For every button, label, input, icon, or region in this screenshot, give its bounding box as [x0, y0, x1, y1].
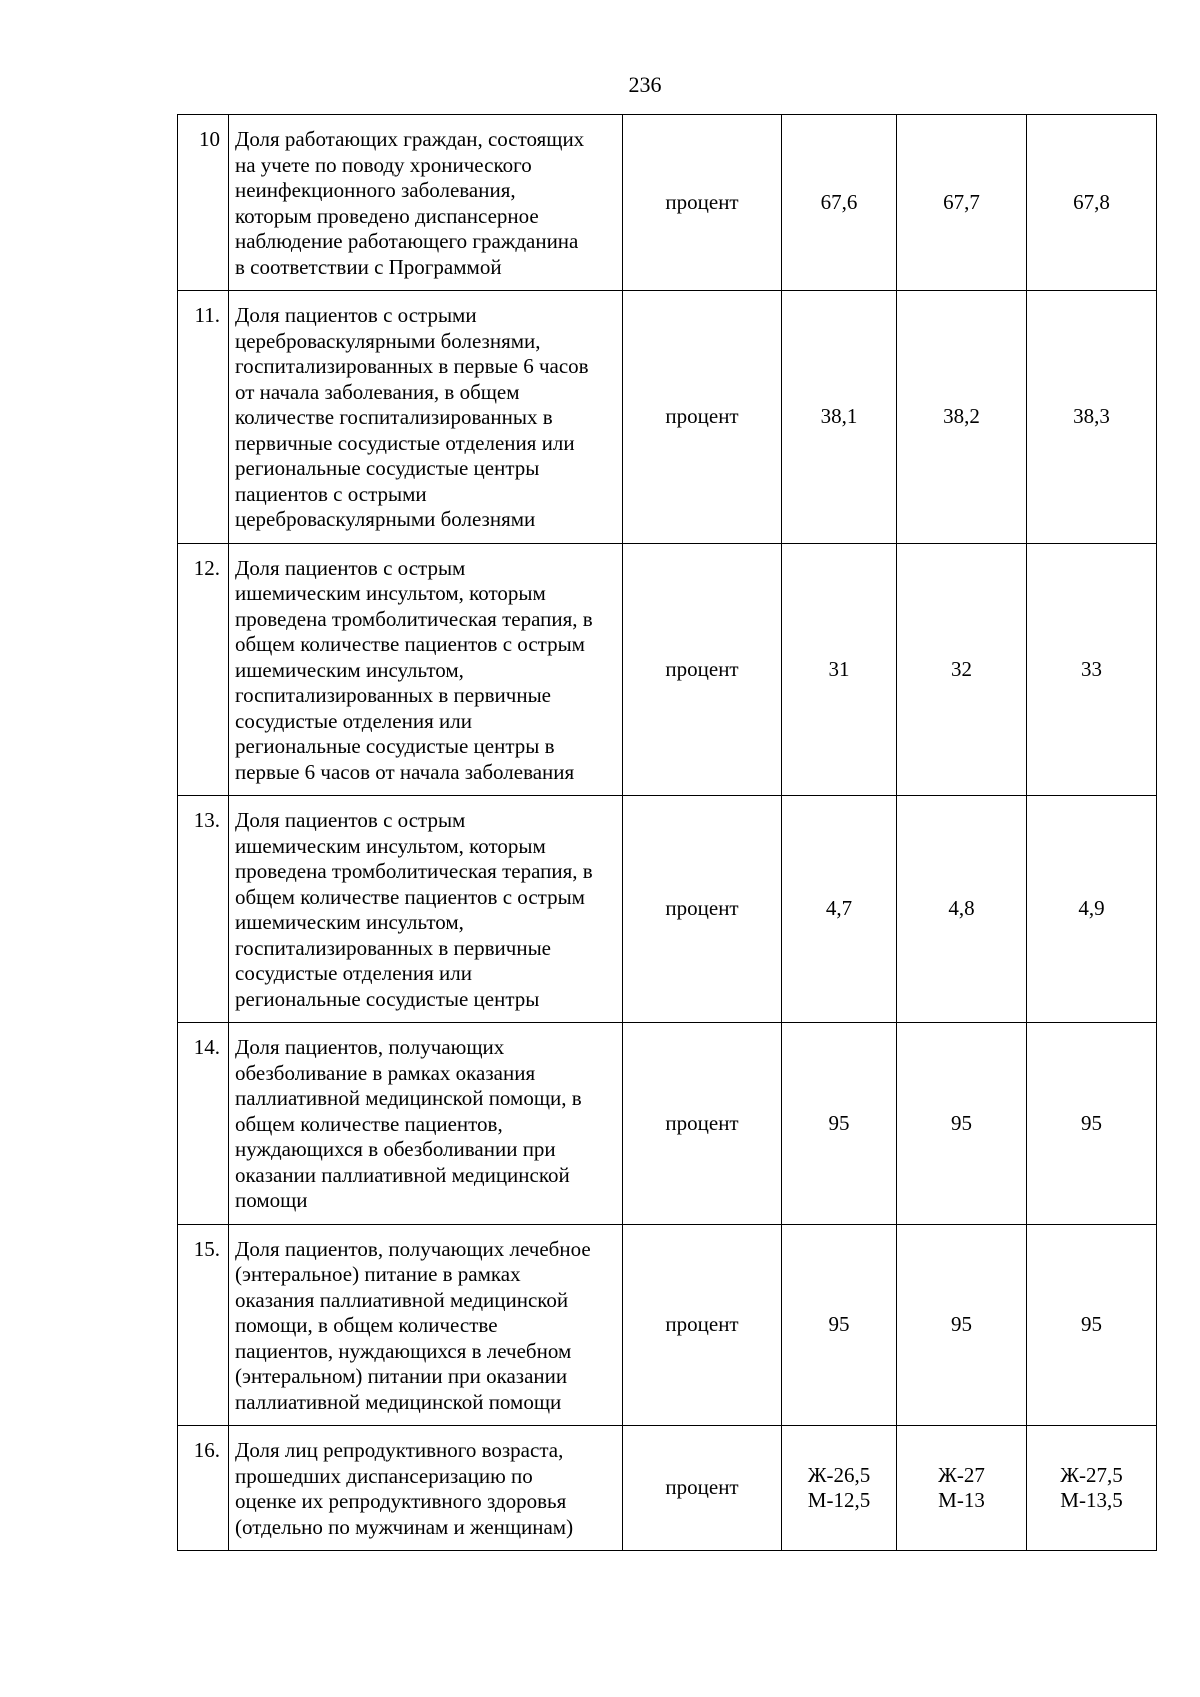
- description-line: проведена тромболитическая терапия, в: [235, 859, 593, 883]
- row-number: 16.: [178, 1426, 229, 1551]
- unit-cell: процент: [623, 1023, 782, 1225]
- value-cell-3: [1027, 291, 1157, 544]
- indicator-description: [229, 1224, 623, 1426]
- value-line: 67,8: [1073, 189, 1110, 214]
- unit-cell: процент: [623, 543, 782, 796]
- description-line: количестве госпитализированных в: [235, 405, 553, 429]
- description-line: обезболивание в рамках оказания: [235, 1060, 536, 1085]
- description-line: помощи, в общем количестве: [235, 1313, 498, 1337]
- description-line: в соответствии с Программой: [235, 254, 502, 279]
- unit-cell: процент: [623, 1426, 782, 1551]
- value-line: 32: [951, 656, 972, 681]
- description-line: первые 6 часов от начала заболевания: [235, 759, 575, 784]
- description-line: неинфекционного заболевания,: [235, 178, 516, 202]
- description-line: оценке их репродуктивного здоровья: [235, 1489, 567, 1513]
- description-line: ишемическим инсультом, которым: [235, 833, 546, 858]
- value-line: 95: [828, 1312, 850, 1336]
- table-row: [178, 291, 1157, 544]
- value-line: 67,6: [820, 189, 858, 214]
- value-cell-1: [782, 291, 897, 544]
- indicator-description: [229, 115, 623, 291]
- description-line: помощи: [235, 1188, 308, 1212]
- table-row: [178, 1224, 1157, 1426]
- description-line: от начала заболевания, в общем: [235, 379, 520, 404]
- description-line: Доля работающих граждан, состоящих: [235, 127, 585, 151]
- value-line: 95: [1081, 1312, 1102, 1336]
- value-cell-3: [1027, 543, 1157, 796]
- value-line: М-12,5: [807, 1488, 871, 1512]
- indicator-description: [229, 1023, 623, 1225]
- value-line: 31: [828, 656, 850, 681]
- row-number: 14.: [178, 1023, 229, 1225]
- description-line: цереброваскулярными болезнями,: [235, 328, 541, 353]
- table-row: [178, 115, 1157, 291]
- row-number: 15.: [178, 1224, 229, 1426]
- description-line: общем количестве пациентов с острым: [235, 884, 585, 909]
- description-line: общем количестве пациентов с острым: [235, 632, 585, 656]
- description-line: Доля лиц репродуктивного возраста,: [235, 1438, 564, 1462]
- unit-cell: процент: [623, 796, 782, 1023]
- description-line: общем количестве пациентов,: [235, 1111, 503, 1136]
- description-line: прошедших диспансеризацию по: [235, 1463, 533, 1488]
- description-line: региональные сосудистые центры: [235, 986, 540, 1011]
- value-line: 38,3: [1073, 404, 1110, 428]
- description-line: (отдельно по мужчинам и женщинам): [235, 1514, 574, 1539]
- description-line: нуждающихся в обезболивании при: [235, 1137, 556, 1161]
- row-number: 10: [178, 115, 229, 291]
- description-line: первичные сосудистые отделения или: [235, 430, 575, 455]
- description-line: ишемическим инсультом,: [235, 657, 464, 682]
- description-line: ишемическим инсультом, которым: [235, 581, 546, 605]
- description-line: госпитализированных в первые 6 часов: [235, 354, 589, 378]
- value-cell-1: [782, 543, 897, 796]
- value-line: 38,1: [820, 404, 858, 428]
- value-line: М-13,5: [1060, 1488, 1123, 1512]
- value-cell-1: [782, 796, 897, 1023]
- description-line: госпитализированных в первичные: [235, 683, 552, 707]
- description-line: пациентов, нуждающихся в лечебном: [235, 1338, 572, 1363]
- description-line: проведена тромболитическая терапия, в: [235, 606, 593, 631]
- description-line: оказании паллиативной медицинской: [235, 1162, 570, 1187]
- value-cell-2: [897, 1426, 1027, 1551]
- description-line: (энтеральном) питании при оказании: [235, 1364, 568, 1388]
- description-line: Доля пациентов, получающих: [235, 1035, 505, 1059]
- page-number: 236: [628, 72, 662, 97]
- indicator-description: [229, 291, 623, 544]
- value-cell-3: [1027, 796, 1157, 1023]
- value-line: 33: [1081, 656, 1102, 681]
- description-line: сосудистые отделения или: [235, 961, 472, 985]
- description-line: паллиативной медицинской помощи: [235, 1389, 562, 1414]
- value-cell-2: [897, 291, 1027, 544]
- value-cell-2: [897, 115, 1027, 291]
- row-number: 12.: [178, 543, 229, 796]
- value-line: 95: [1081, 1110, 1102, 1135]
- description-line: паллиативной медицинской помощи, в: [235, 1086, 582, 1110]
- value-cell-1: [782, 1023, 897, 1225]
- description-line: региональные сосудистые центры: [235, 456, 540, 480]
- indicator-description: [229, 1426, 623, 1551]
- description-line: госпитализированных в первичные: [235, 935, 552, 960]
- unit-cell: процент: [623, 1224, 782, 1426]
- value-cell-1: [782, 115, 897, 291]
- value-line: 95: [828, 1110, 850, 1135]
- description-line: региональные сосудистые центры в: [235, 734, 555, 758]
- table-row: [178, 543, 1157, 796]
- unit-cell: процент: [623, 291, 782, 544]
- value-line: 4,7: [825, 896, 853, 921]
- indicator-description: [229, 796, 623, 1023]
- description-line: на учете по поводу хронического: [235, 152, 532, 177]
- description-line: (энтеральное) питание в рамках: [235, 1262, 521, 1286]
- value-cell-3: [1027, 1023, 1157, 1225]
- description-line: пациентов с острыми: [235, 481, 427, 506]
- value-cell-2: [897, 1023, 1027, 1225]
- description-line: оказания паллиативной медицинской: [235, 1287, 569, 1312]
- value-cell-2: [897, 543, 1027, 796]
- value-line: 95: [951, 1110, 972, 1135]
- unit-cell: процент: [623, 115, 782, 291]
- row-number: 11.: [178, 291, 229, 544]
- value-line: 4,9: [1078, 896, 1105, 921]
- value-cell-1: [782, 1426, 897, 1551]
- description-line: Доля пациентов с острым: [235, 555, 466, 580]
- description-line: которым проведено диспансерное: [235, 203, 539, 228]
- value-line: 95: [951, 1312, 972, 1336]
- value-line: М-13: [938, 1488, 985, 1512]
- value-line: Ж-27,5: [1060, 1462, 1123, 1487]
- value-line: 4,8: [948, 896, 975, 921]
- value-cell-2: [897, 796, 1027, 1023]
- description-line: Доля пациентов с острыми: [235, 303, 477, 327]
- value-cell-3: [1027, 115, 1157, 291]
- description-line: ишемическим инсультом,: [235, 910, 464, 934]
- value-line: 38,2: [943, 404, 980, 428]
- table-row: [178, 796, 1157, 1023]
- row-number: 13.: [178, 796, 229, 1023]
- value-line: Ж-26,5: [807, 1462, 871, 1487]
- value-cell-3: [1027, 1426, 1157, 1551]
- description-line: Доля пациентов, получающих лечебное: [235, 1236, 591, 1261]
- value-cell-3: [1027, 1224, 1157, 1426]
- value-line: Ж-27: [938, 1462, 985, 1487]
- description-line: наблюдение работающего гражданина: [235, 229, 579, 253]
- value-cell-2: [897, 1224, 1027, 1426]
- table-row: [178, 1426, 1157, 1551]
- indicator-description: [229, 543, 623, 796]
- value-line: 67,7: [943, 189, 980, 214]
- value-cell-1: [782, 1224, 897, 1426]
- table-row: [178, 1023, 1157, 1225]
- indicators-table: [177, 114, 1157, 1551]
- description-line: сосудистые отделения или: [235, 708, 472, 733]
- description-line: Доля пациентов с острым: [235, 808, 466, 832]
- description-line: цереброваскулярными болезнями: [235, 507, 536, 531]
